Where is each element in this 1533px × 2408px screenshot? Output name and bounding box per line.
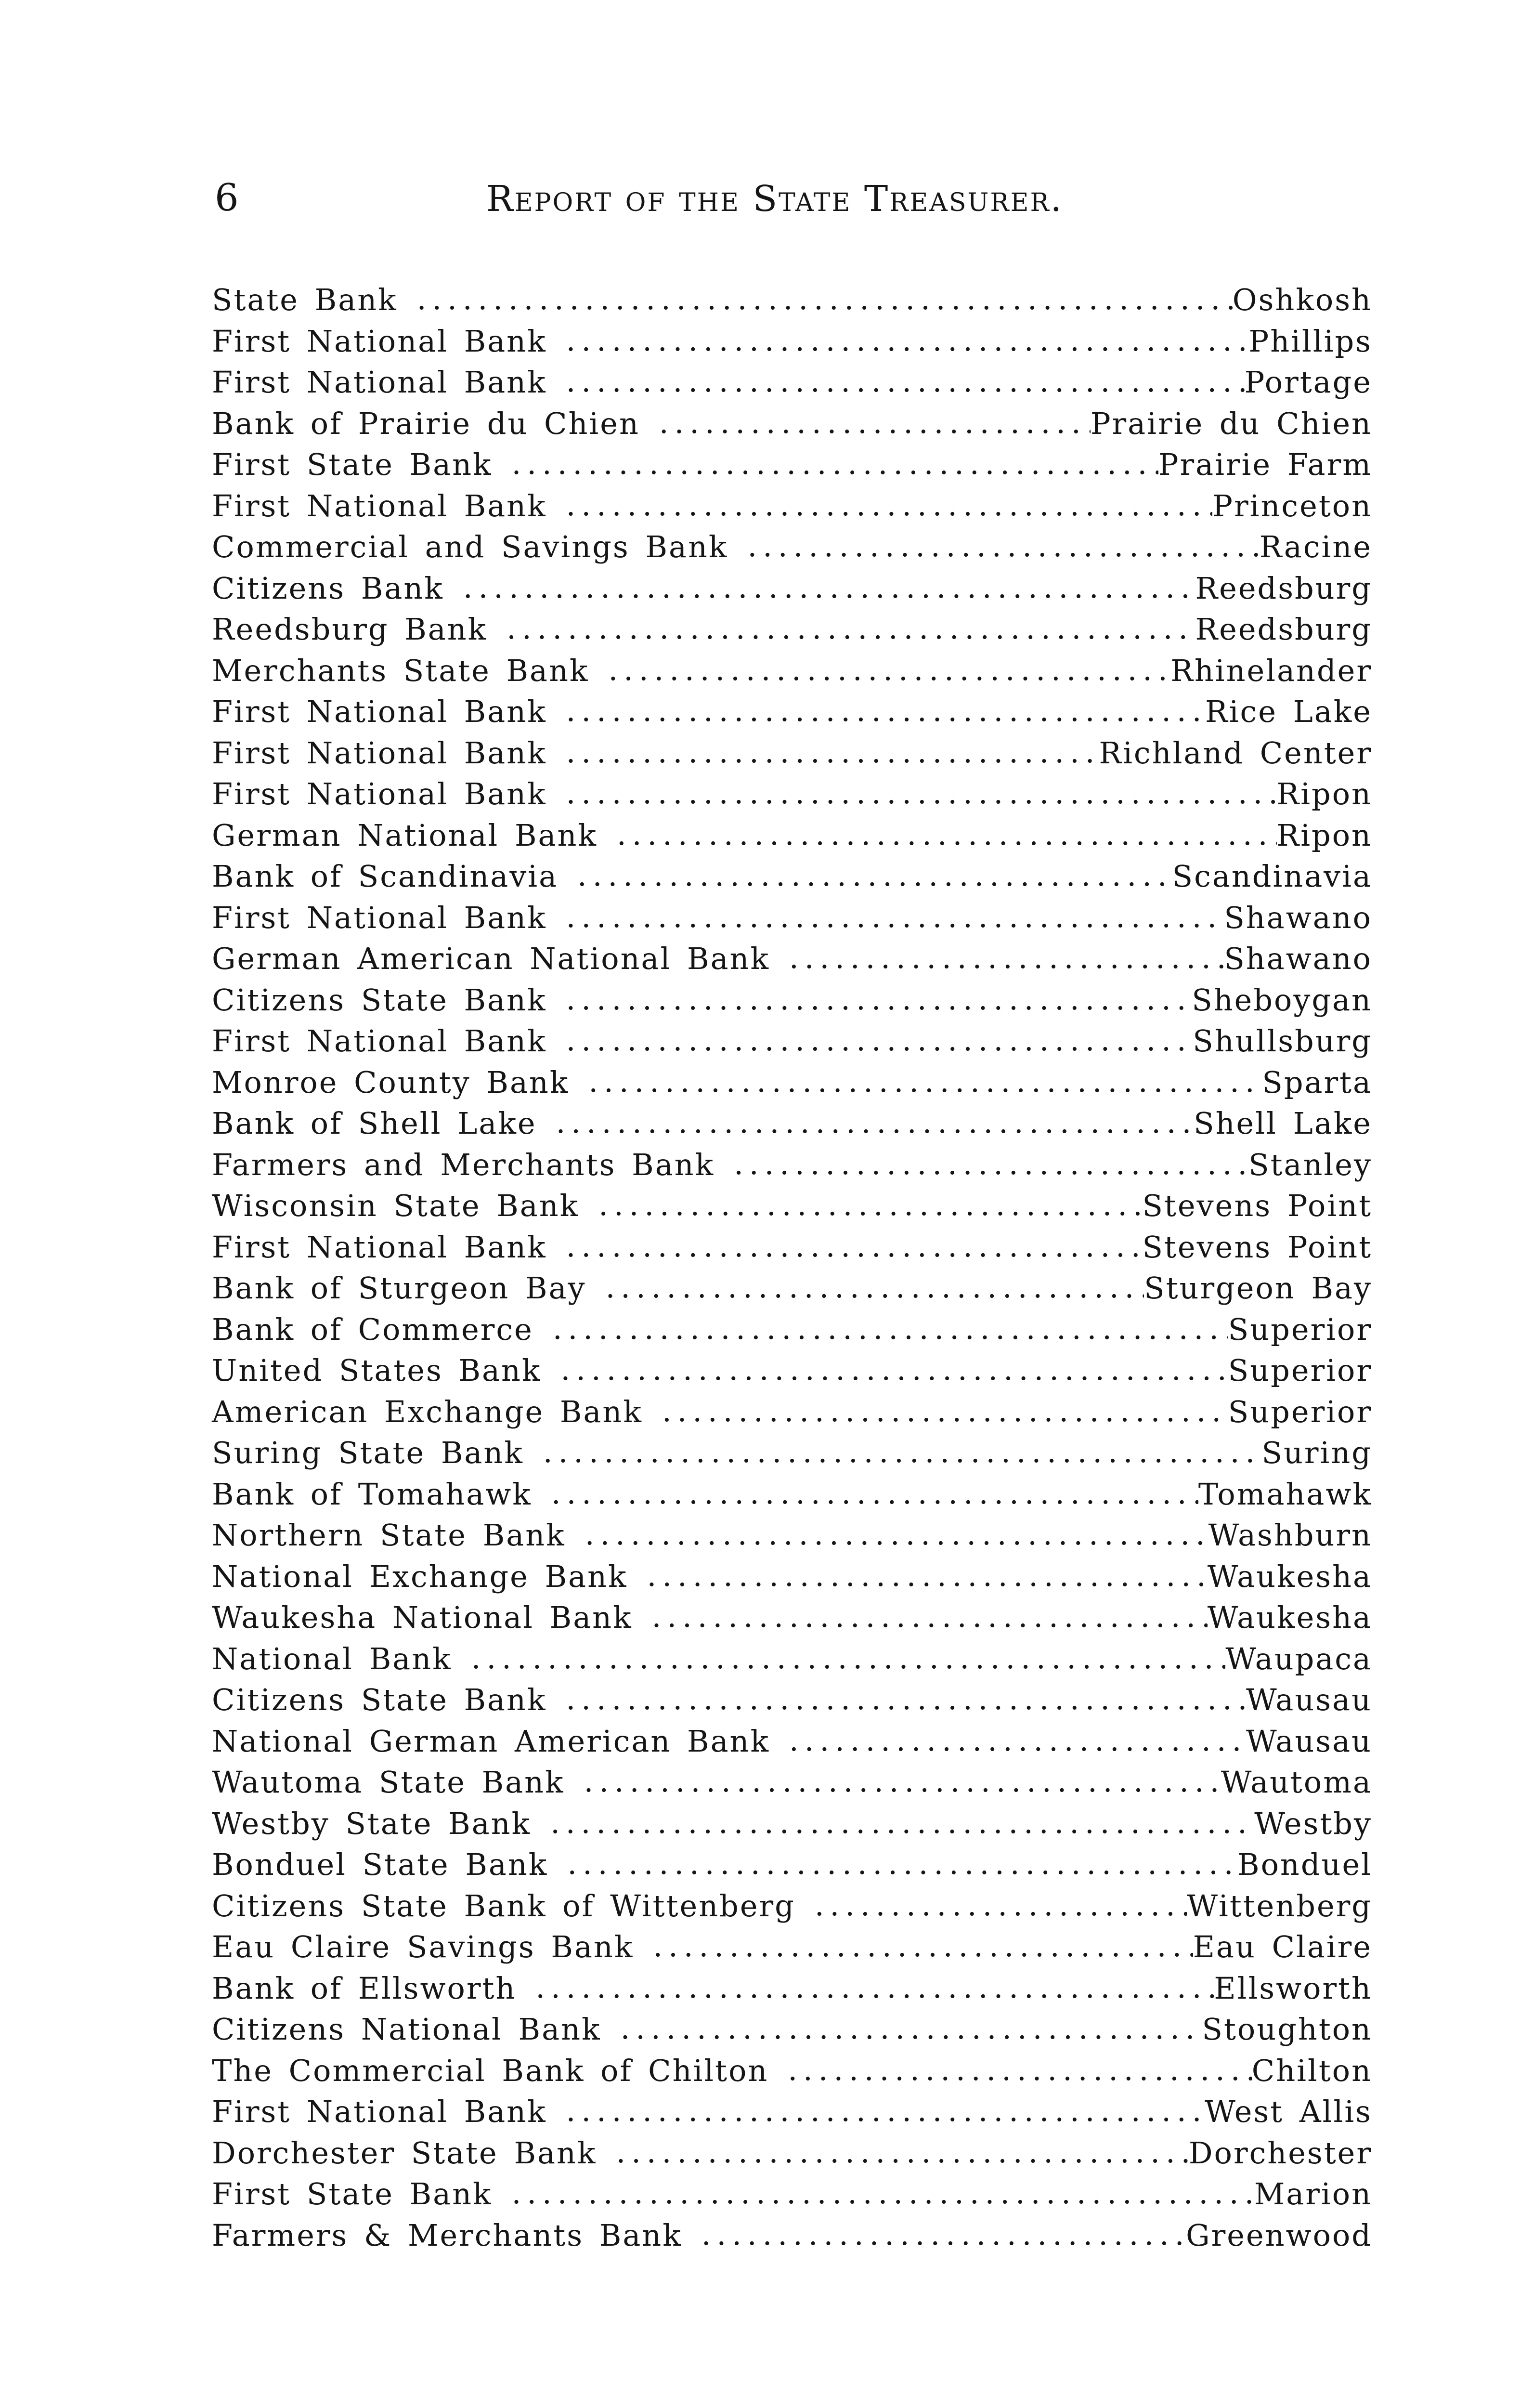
bank-entry [212,1556,1372,1597]
bank-entry [212,2215,1372,2256]
bank-entry [212,1391,1372,1433]
dot-leader [585,1514,1208,1555]
dot-leader [609,649,1171,691]
bank-location: Racine [1259,529,1372,564]
bank-location: Dorchester [1188,2135,1372,2171]
bank-entry [212,1062,1372,1103]
bank-entry [212,1185,1372,1227]
bank-location: Shawano [1224,941,1372,976]
dot-leader [584,1761,1221,1802]
bank-name: First State Bank [212,447,493,482]
dot-leader [815,1885,1187,1926]
bank-location: Phillips [1248,323,1372,359]
bank-location: Richland Center [1099,735,1372,771]
bank-name: Citizens State Bank [212,982,547,1018]
bank-entry [212,609,1372,650]
bank-name: Merchants State Bank [212,653,589,688]
bank-location: Wittenberg [1187,1888,1372,1924]
dot-leader [566,979,1192,1020]
bank-entry [212,2173,1372,2215]
bank-entry [212,650,1372,692]
running-head [486,178,1064,220]
bank-location: Eau Claire [1193,1929,1372,1964]
bank-location: Stanley [1248,1147,1372,1182]
dot-leader [556,1102,1194,1143]
dot-leader [543,1431,1262,1473]
dot-leader [417,278,1233,320]
bank-location: Superior [1228,1311,1372,1347]
bank-location: Stevens Point [1142,1188,1372,1223]
bank-name: Bank of Sturgeon Bay [212,1270,586,1306]
bank-name: Wisconsin State Bank [212,1188,580,1223]
bank-entry [212,1474,1372,1515]
bank-location: Rhinelander [1170,653,1372,688]
bank-entry [212,1679,1372,1721]
bank-name: National Bank [212,1641,452,1676]
bank-name: First National Bank [212,735,547,771]
bank-entry [212,1803,1372,1845]
bank-list [212,279,1372,2256]
bank-name: First National Bank [212,488,547,523]
bank-location: Ripon [1276,776,1372,811]
bank-location: Princeton [1212,488,1372,523]
bank-location: Marion [1254,2176,1372,2212]
bank-location: Shell Lake [1194,1106,1372,1141]
bank-location: Reedsburg [1195,570,1372,606]
bank-entry [212,485,1372,527]
bank-name: Citizens State Bank of Wittenberg [212,1888,795,1924]
bank-name: First National Bank [212,776,547,811]
bank-entry [212,1968,1372,2009]
dot-leader [577,855,1172,896]
bank-entry [212,279,1372,321]
bank-location: Greenwood [1186,2217,1372,2253]
bank-name: Suring State Bank [212,1435,524,1470]
bank-name: Eau Claire Savings Bank [212,1929,634,1964]
bank-location: Shullsburg [1193,1023,1372,1059]
bank-location: Westby [1254,1806,1372,1841]
bank-name: Westby State Bank [212,1806,532,1841]
bank-name: Commercial and Savings Bank [212,529,728,564]
bank-entry [212,2050,1372,2092]
bank-name: Farmers & Merchants Bank [212,2217,682,2253]
dot-leader [566,484,1213,526]
dot-leader [789,937,1224,979]
bank-entry [212,773,1372,815]
bank-name: National Exchange Bank [212,1558,628,1594]
dot-leader [507,608,1195,649]
bank-entry [212,1432,1372,1474]
bank-entry [212,568,1372,609]
bank-location: Prairie Farm [1158,447,1372,482]
page-number: 6 [215,176,239,220]
bank-location: Ripon [1276,817,1372,853]
bank-name: Bank of Shell Lake [212,1106,537,1141]
dot-leader [512,2172,1254,2214]
dot-leader [789,1720,1246,1761]
bank-location: Washburn [1208,1518,1372,1553]
bank-location: Waupaca [1225,1641,1372,1676]
bank-entry [212,1638,1372,1680]
running-head-text: Report of the State Treasurer. [486,178,1064,220]
bank-location: Superior [1228,1353,1372,1388]
dot-leader [566,690,1205,732]
bank-name: First State Bank [212,2176,493,2212]
bank-location: Oshkosh [1232,282,1372,317]
dot-leader [463,567,1195,608]
dot-leader [561,1349,1228,1390]
bank-name: United States Bank [212,1353,542,1388]
bank-location: Sparta [1262,1064,1372,1100]
bank-name: First National Bank [212,365,547,400]
bank-location: Stevens Point [1142,1229,1372,1265]
bank-entry [212,815,1372,856]
bank-entry [212,691,1372,733]
dot-leader [662,1390,1228,1432]
bank-entry [212,362,1372,403]
bank-name: Wautoma State Bank [212,1765,565,1800]
dot-leader [566,320,1249,361]
bank-entry [212,2133,1372,2174]
dot-leader [606,1267,1144,1308]
dot-leader [566,772,1277,814]
bank-location: Chilton [1251,2053,1372,2088]
dot-leader [471,1637,1226,1679]
dot-leader [551,1473,1198,1514]
bank-entry [212,856,1372,897]
dot-leader [553,1308,1228,1349]
bank-name: German American National Bank [212,941,770,976]
bank-name: Citizens Bank [212,570,444,606]
dot-leader [647,1555,1208,1597]
bank-entry [212,403,1372,445]
dot-leader [653,1925,1193,1967]
bank-name: Monroe County Bank [212,1064,570,1100]
dot-leader [567,1843,1237,1885]
bank-name: Citizens National Bank [212,2012,601,2047]
bank-entry [212,526,1372,568]
bank-entry [212,1350,1372,1391]
dot-leader [512,443,1158,484]
bank-location: Suring [1261,1435,1372,1470]
bank-entry [212,1103,1372,1144]
bank-location: Prairie du Chien [1090,406,1372,441]
bank-name: First National Bank [212,694,547,729]
bank-name: German National Bank [212,817,598,853]
bank-entry [212,897,1372,939]
dot-leader [617,814,1277,855]
dot-leader [535,1967,1214,2008]
bank-entry [212,1597,1372,1638]
bank-location: Wausau [1246,1723,1372,1759]
dot-leader [621,2008,1202,2049]
dot-leader [566,361,1245,402]
bank-location: Wausau [1246,1682,1372,1717]
bank-location: Bonduel [1237,1847,1372,1882]
bank-name: Bonduel State Bank [212,1847,548,1882]
bank-name: First National Bank [212,1023,547,1059]
bank-entry [212,1144,1372,1186]
bank-location: Shawano [1224,900,1372,935]
bank-name: Citizens State Bank [212,1682,547,1717]
bank-name: Bank of Scandinavia [212,859,559,894]
bank-entry [212,1021,1372,1062]
bank-location: Waukesha [1207,1600,1372,1635]
bank-location: Superior [1228,1394,1372,1429]
bank-entry [212,1309,1372,1350]
bank-name: State Bank [212,282,398,317]
bank-location: Ellsworth [1214,1970,1372,2006]
bank-entry [212,2091,1372,2133]
bank-location: Wautoma [1221,1765,1372,1800]
bank-name: Bank of Commerce [212,1311,533,1347]
bank-name: First National Bank [212,1229,547,1265]
bank-entry [212,1721,1372,1762]
dot-leader [550,1802,1254,1844]
dot-leader [566,2090,1205,2132]
bank-name: The Commercial Bank of Chilton [212,2053,769,2088]
bank-name: First National Bank [212,323,547,359]
bank-entry [212,1844,1372,1885]
bank-name: Reedsburg Bank [212,612,488,647]
bank-name: First National Bank [212,2094,547,2129]
dot-leader [566,896,1224,938]
dot-leader [566,1226,1143,1267]
dot-leader [598,1184,1142,1226]
bank-location: Tomahawk [1198,1476,1372,1512]
bank-location: West Allis [1205,2094,1372,2129]
bank-location: Sheboygan [1192,982,1372,1018]
bank-location: Stoughton [1202,2012,1372,2047]
dot-leader [566,1020,1193,1061]
dot-leader [747,525,1259,567]
bank-entry [212,980,1372,1021]
bank-entry [212,1227,1372,1268]
bank-location: Sturgeon Bay [1144,1270,1372,1306]
bank-entry [212,1268,1372,1309]
bank-name: Waukesha National Bank [212,1600,633,1635]
bank-name: Bank of Tomahawk [212,1476,532,1512]
dot-leader [788,2049,1251,2091]
bank-entry [212,2009,1372,2050]
bank-entry [212,444,1372,485]
dot-leader [652,1596,1208,1637]
bank-location: Portage [1244,365,1372,400]
bank-name: First National Bank [212,900,547,935]
bank-entry [212,938,1372,980]
bank-entry [212,321,1372,362]
bank-name: Farmers and Merchants Bank [212,1147,715,1182]
dot-leader [566,732,1099,773]
bank-name: National German American Bank [212,1723,770,1759]
bank-location: Rice Lake [1205,694,1372,729]
bank-name: Dorchester State Bank [212,2135,597,2171]
dot-leader [659,402,1091,444]
bank-entry [212,1515,1372,1556]
bank-location: Reedsburg [1195,612,1372,647]
bank-entry [212,1762,1372,1803]
bank-entry [212,1926,1372,1968]
bank-entry [212,1885,1372,1927]
bank-name: Northern State Bank [212,1518,566,1553]
bank-name: American Exchange Bank [212,1394,643,1429]
bank-name: Bank of Ellsworth [212,1970,517,2006]
dot-leader [734,1143,1248,1185]
dot-leader [702,2214,1186,2255]
bank-name: Bank of Prairie du Chien [212,406,640,441]
dot-leader [566,1678,1247,1720]
bank-location: Scandinavia [1172,859,1372,894]
bank-entry [212,733,1372,774]
dot-leader [616,2132,1188,2173]
bank-location: Waukesha [1207,1558,1372,1594]
dot-leader [588,1061,1262,1102]
